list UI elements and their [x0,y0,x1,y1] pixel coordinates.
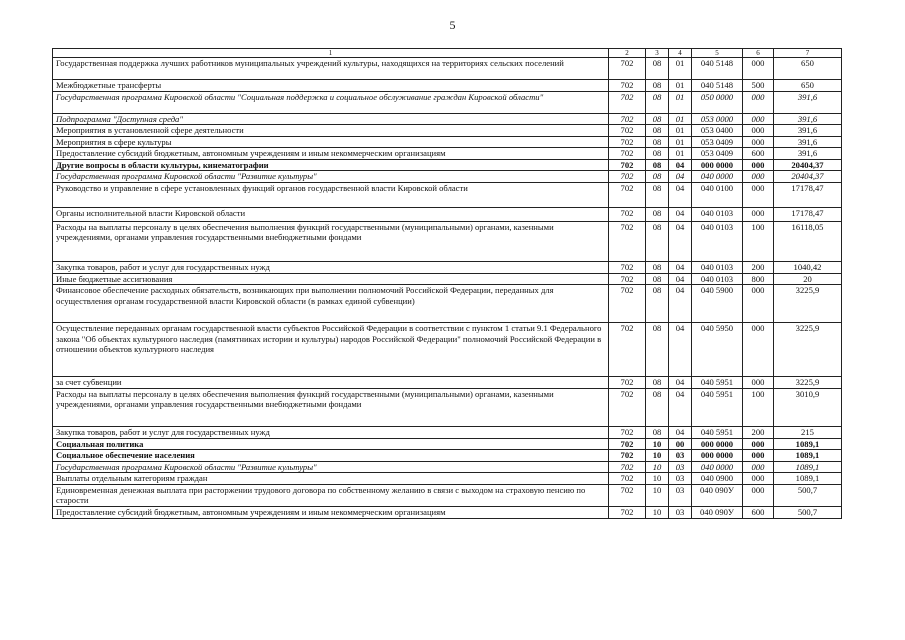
ministry-code: 702 [609,377,646,389]
target-article-code: 053 0400 [692,125,743,137]
target-article-code: 053 0409 [692,136,743,148]
row-description: Государственная поддержка лучших работников муниципальных учреждений культуры, находящихся на территориях сельских поселений [53,58,609,80]
subsection-code: 01 [669,125,692,137]
table-row [53,58,842,80]
table-row [53,506,842,518]
amount: 1089,1 [774,473,842,485]
subsection-code: 01 [669,136,692,148]
row-description: Другие вопросы в области культуры, кинематографии [53,159,609,171]
expense-type-code: 000 [743,484,774,506]
table-row [53,182,842,207]
table-row [53,450,842,462]
column-header: 7 [774,49,842,58]
ministry-code: 702 [609,91,646,113]
target-article-code: 040 0100 [692,182,743,207]
table-row [53,388,842,426]
target-article-code: 040 0103 [692,273,743,285]
expense-type-code: 000 [743,91,774,113]
amount: 20 [774,273,842,285]
subsection-code: 04 [669,207,692,221]
amount: 3010,9 [774,388,842,426]
subsection-code: 04 [669,182,692,207]
expense-type-code: 000 [743,171,774,183]
target-article-code: 040 0103 [692,221,743,261]
amount: 1040,42 [774,261,842,273]
expense-type-code: 000 [743,377,774,389]
amount: 20404,37 [774,159,842,171]
expense-type-code: 600 [743,506,774,518]
amount: 3225,9 [774,323,842,377]
target-article-code: 000 0000 [692,159,743,171]
row-description: Руководство и управление в сфере установленных функций органов государственной власти Кировской области [53,182,609,207]
subsection-code: 01 [669,91,692,113]
expense-type-code: 000 [743,461,774,473]
ministry-code: 702 [609,323,646,377]
amount: 391,6 [774,148,842,160]
row-description: Осуществление переданных органам государственной власти субъектов Российской Федерации в соответствии с пунктом 1 статьи 9.1 Федерального закона "Об объектах культурного наследия (памятниках истории и культуры) народов Российской Федерации" полномочий Российской Федерации в отношении объектов культурного наследия [53,323,609,377]
table-row [53,261,842,273]
table-row [53,207,842,221]
expense-type-code: 000 [743,323,774,377]
target-article-code: 040 0103 [692,261,743,273]
expense-type-code: 100 [743,221,774,261]
ministry-code: 702 [609,171,646,183]
expense-type-code: 000 [743,438,774,450]
subsection-code: 04 [669,273,692,285]
row-description: Подпрограмма "Доступная среда" [53,113,609,125]
ministry-code: 702 [609,426,646,438]
ministry-code: 702 [609,136,646,148]
target-article-code: 053 0409 [692,148,743,160]
subsection-code: 04 [669,221,692,261]
expense-type-code: 000 [743,473,774,485]
ministry-code: 702 [609,285,646,323]
ministry-code: 702 [609,159,646,171]
subsection-code: 04 [669,285,692,323]
target-article-code: 040 5950 [692,323,743,377]
table-row [53,159,842,171]
expense-type-code: 000 [743,450,774,462]
expense-type-code: 000 [743,182,774,207]
amount: 650 [774,58,842,80]
section-code: 08 [646,159,669,171]
expense-type-code: 500 [743,80,774,92]
column-header: 5 [692,49,743,58]
target-article-code: 040 5148 [692,58,743,80]
expense-type-code: 000 [743,159,774,171]
row-description: Выплаты отдельным категориям граждан [53,473,609,485]
target-article-code: 040 5951 [692,388,743,426]
target-article-code: 000 0000 [692,438,743,450]
row-description: Иные бюджетные ассигнования [53,273,609,285]
target-article-code: 050 0000 [692,91,743,113]
ministry-code: 702 [609,148,646,160]
amount: 1089,1 [774,461,842,473]
expense-type-code: 000 [743,58,774,80]
column-header: 3 [646,49,669,58]
subsection-code: 04 [669,261,692,273]
table-row [53,113,842,125]
expense-type-code: 000 [743,136,774,148]
target-article-code: 040 0000 [692,461,743,473]
amount: 3225,9 [774,377,842,389]
ministry-code: 702 [609,388,646,426]
amount: 16118,05 [774,221,842,261]
row-description: Государственная программа Кировской области "Социальная поддержка и социальное обслуживание граждан Кировской области" [53,91,609,113]
amount: 1089,1 [774,450,842,462]
subsection-code: 03 [669,506,692,518]
amount: 500,7 [774,484,842,506]
expense-type-code: 200 [743,261,774,273]
section-code: 08 [646,426,669,438]
section-code: 08 [646,136,669,148]
subsection-code: 00 [669,438,692,450]
ministry-code: 702 [609,80,646,92]
table-row [53,91,842,113]
ministry-code: 702 [609,207,646,221]
target-article-code: 040 090У [692,506,743,518]
row-description: Финансовое обеспечение расходных обязательств, возникающих при выполнении полномочий Российской Федерации, переданных для осуществления органам государственной власти Кировской области (в рамках единой субвенции) [53,285,609,323]
section-code: 08 [646,377,669,389]
column-header: 6 [743,49,774,58]
row-description: Расходы на выплаты персоналу в целях обеспечения выполнения функций государственными (муниципальными) органами, казенными учреждениями, органами управления государственными внебюджетными фондами [53,221,609,261]
amount: 391,6 [774,91,842,113]
row-description: Предоставление субсидий бюджетным, автономным учреждениям и иным некоммерческим организациям [53,148,609,160]
subsection-code: 04 [669,323,692,377]
subsection-code: 01 [669,58,692,80]
target-article-code: 040 090У [692,484,743,506]
amount: 17178,47 [774,207,842,221]
subsection-code: 01 [669,148,692,160]
section-code: 10 [646,438,669,450]
expense-type-code: 200 [743,426,774,438]
amount: 500,7 [774,506,842,518]
expense-type-code: 100 [743,388,774,426]
table-row [53,125,842,137]
subsection-code: 03 [669,473,692,485]
section-code: 08 [646,285,669,323]
ministry-code: 702 [609,461,646,473]
subsection-code: 03 [669,461,692,473]
row-description: Государственная программа Кировской области "Развитие культуры" [53,461,609,473]
section-code: 08 [646,323,669,377]
table-row [53,285,842,323]
section-code: 10 [646,473,669,485]
table-row [53,377,842,389]
ministry-code: 702 [609,473,646,485]
row-description: Социальная политика [53,438,609,450]
row-description: Мероприятия в сфере культуры [53,136,609,148]
table-row [53,221,842,261]
table-row [53,461,842,473]
target-article-code: 040 5900 [692,285,743,323]
ministry-code: 702 [609,506,646,518]
section-code: 08 [646,58,669,80]
amount: 391,6 [774,113,842,125]
amount: 3225,9 [774,285,842,323]
row-description: Расходы на выплаты персоналу в целях обеспечения выполнения функций государственными (муниципальными) органами, казенными учреждениями, органами управления государственными внебюджетными фондами [53,388,609,426]
subsection-code: 04 [669,171,692,183]
table-row [53,473,842,485]
section-code: 08 [646,388,669,426]
target-article-code: 040 5951 [692,426,743,438]
expense-type-code: 000 [743,113,774,125]
section-code: 08 [646,261,669,273]
section-code: 08 [646,171,669,183]
amount: 1089,1 [774,438,842,450]
table-body [53,58,842,519]
row-description: Межбюджетные трансферты [53,80,609,92]
subsection-code: 04 [669,159,692,171]
subsection-code: 04 [669,426,692,438]
table-row [53,171,842,183]
amount: 391,6 [774,125,842,137]
ministry-code: 702 [609,182,646,207]
section-code: 10 [646,506,669,518]
subsection-code: 01 [669,113,692,125]
row-description: Социальное обеспечение населения [53,450,609,462]
ministry-code: 702 [609,261,646,273]
row-description: Закупка товаров, работ и услуг для государственных нужд [53,261,609,273]
section-code: 08 [646,113,669,125]
section-code: 08 [646,207,669,221]
amount: 650 [774,80,842,92]
section-code: 08 [646,273,669,285]
section-code: 10 [646,484,669,506]
target-article-code: 040 0000 [692,171,743,183]
expense-type-code: 000 [743,285,774,323]
target-article-code: 040 5148 [692,80,743,92]
column-header: 2 [609,49,646,58]
amount: 20404,37 [774,171,842,183]
column-header: 1 [53,49,609,58]
ministry-code: 702 [609,484,646,506]
table-row [53,148,842,160]
budget-table [52,48,842,519]
ministry-code: 702 [609,438,646,450]
row-description: Закупка товаров, работ и услуг для государственных нужд [53,426,609,438]
section-code: 08 [646,182,669,207]
target-article-code: 000 0000 [692,450,743,462]
amount: 215 [774,426,842,438]
row-description: Единовременная денежная выплата при расторжении трудового договора по собственному желанию в связи с выходом на страховую пенсию по старости [53,484,609,506]
section-code: 08 [646,148,669,160]
table-row [53,80,842,92]
table-header-row [53,49,842,58]
row-description: Предоставление субсидий бюджетным, автономным учреждениям и иным некоммерческим организациям [53,506,609,518]
expense-type-code: 600 [743,148,774,160]
ministry-code: 702 [609,58,646,80]
subsection-code: 01 [669,80,692,92]
section-code: 08 [646,80,669,92]
row-description: за счет субвенции [53,377,609,389]
row-description: Государственная программа Кировской области "Развитие культуры" [53,171,609,183]
ministry-code: 702 [609,113,646,125]
ministry-code: 702 [609,450,646,462]
subsection-code: 04 [669,388,692,426]
target-article-code: 053 0000 [692,113,743,125]
table-row [53,484,842,506]
amount: 391,6 [774,136,842,148]
section-code: 08 [646,91,669,113]
section-code: 10 [646,450,669,462]
ministry-code: 702 [609,221,646,261]
row-description: Органы исполнительной власти Кировской области [53,207,609,221]
target-article-code: 040 0103 [692,207,743,221]
target-article-code: 040 5951 [692,377,743,389]
subsection-code: 04 [669,377,692,389]
table-row [53,323,842,377]
ministry-code: 702 [609,273,646,285]
target-article-code: 040 0900 [692,473,743,485]
expense-type-code: 800 [743,273,774,285]
expense-type-code: 000 [743,125,774,137]
subsection-code: 03 [669,450,692,462]
expense-type-code: 000 [743,207,774,221]
table-row [53,136,842,148]
row-description: Мероприятия в установленной сфере деятельности [53,125,609,137]
table-row [53,438,842,450]
section-code: 08 [646,221,669,261]
section-code: 08 [646,125,669,137]
page-number: 5 [449,18,456,32]
ministry-code: 702 [609,125,646,137]
amount: 17178,47 [774,182,842,207]
table-row [53,273,842,285]
section-code: 10 [646,461,669,473]
subsection-code: 03 [669,484,692,506]
column-header: 4 [669,49,692,58]
table-row [53,426,842,438]
